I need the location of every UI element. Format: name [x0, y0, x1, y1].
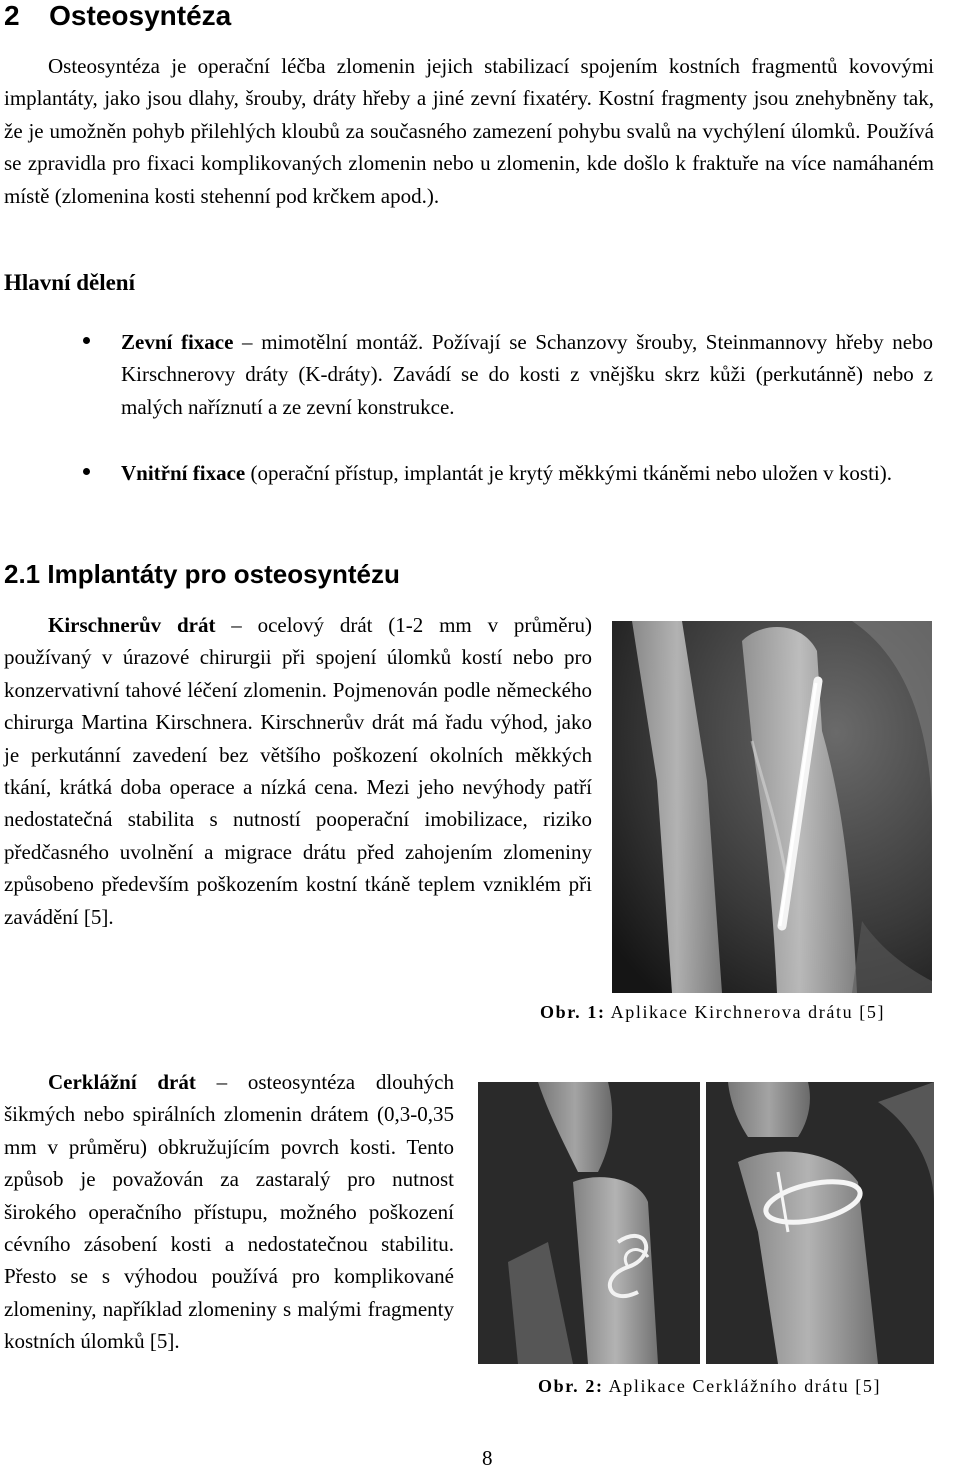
bullet-term: Vnitřní fixace	[121, 461, 246, 485]
intro-paragraph	[4, 50, 934, 212]
kirschner-term: Kirschnerův drát	[48, 613, 216, 637]
page-number: 8	[482, 1446, 493, 1470]
kirschner-dash: –	[215, 613, 258, 637]
figure-1-caption	[540, 1002, 885, 1023]
figure-2-caption	[538, 1376, 881, 1397]
subsection-heading	[4, 559, 400, 590]
bullet-icon	[83, 468, 90, 475]
bullet-text: (operační přístup, implantát je krytý měkkými tkáněmi nebo uložen v kosti).	[250, 461, 892, 485]
section-number: 2	[4, 0, 20, 31]
cerclage-text: osteosyntéza dlouhých šikmých nebo spirálních zlomenin drátem (0,3-0,35 mm v průměru) obkružujícím povrch kosti. Tento způsob je považován za zastaralý pro nutnost širokého operačního přístupu, možného poškození cévního zásobení kosti a nedostatečnou stabilitu. Přesto se s výhodou používá pro komplikované zlomeniny, například zlomeniny s malými fragmenty kostních úlomků [5].	[4, 1070, 455, 1354]
section-heading	[4, 0, 231, 32]
subsection-number: 2.1	[4, 559, 41, 589]
kirschner-paragraph	[4, 609, 592, 933]
figure-2-caption-text: Aplikace Cerklážního drátu [5]	[608, 1376, 882, 1396]
intro-text-1: Osteosyntéza je operační léčba zlomenin jejich stabilizací spojením kostních fragmentů kovovými implantáty, jako jsou dlahy, šrouby, dráty hřeby a jiné zevní fixatéry. Kostní fragmenty jsou znehybněny tak, že je umožněn pohyb přilehlých kloubů za současného zamezení pohybu svalů na vychýlení úlomků.	[4, 54, 934, 143]
xray-cerclage-image	[478, 1082, 934, 1364]
bullet-icon	[83, 337, 90, 344]
kirschner-text: ocelový drát (1-2 mm v průměru) používaný v úrazové chirurgii při spojení úlomků kostí nebo pro konzervativní tahové léčení zlomenin. Pojmenován podle německého chirurga Martina Kirschnera. Kirschnerův drát má řadu výhod, jako je perkutánní zavedení bez většího poškození okolních měkkých tkání, krátká doba operace a nízká cena. Mezi jeho nevýhody patří nedostatečná stabilita s nutností pooperační imobilizace, riziko předčasného uvolnění a migrace drátu před zahojením zlomeniny způsobeno především poškozením kostní tkáně teplem vzniklém při zavádění [5].	[4, 613, 593, 929]
xray-kirschner-image	[612, 621, 932, 993]
cerclage-dash: –	[195, 1070, 248, 1094]
division-heading: Hlavní dělení	[4, 270, 135, 295]
figure-1-label: Obr. 1:	[540, 1002, 606, 1022]
cerclage-term: Cerklážní drát	[48, 1070, 196, 1094]
bullet-text: mimotělní montáž. Požívají se Schanzovy šrouby, Steinmannovy hřeby nebo Kirschnerovy dráty (K-dráty). Zavádí se do kosti z vnějšku skrz kůži (perkutánně) nebo z malých naříznutí a ze zevní konstrukce.	[121, 330, 934, 419]
bullet-item	[121, 326, 933, 423]
bullet-item	[121, 457, 933, 489]
intro-text-2: Používá se zpravidla pro fixaci komplikovaných zlomenin nebo u zlomenin, kde došlo k fraktuře na více namáhaném místě (zlomenina kosti stehenní pod krčkem apod.).	[4, 118, 934, 208]
section-title: Osteosyntéza	[49, 0, 232, 31]
figure-1-caption-text: Aplikace Kirchnerova drátu [5]	[610, 1002, 886, 1022]
figure-2-label: Obr. 2:	[538, 1376, 604, 1396]
cerclage-paragraph	[4, 1066, 454, 1358]
subsection-title: Implantáty pro osteosyntézu	[47, 559, 400, 589]
bullet-dash: –	[233, 330, 262, 354]
figure-2-image	[478, 1082, 934, 1364]
bullet-term: Zevní fixace	[121, 330, 234, 354]
figure-1-image	[612, 621, 932, 993]
